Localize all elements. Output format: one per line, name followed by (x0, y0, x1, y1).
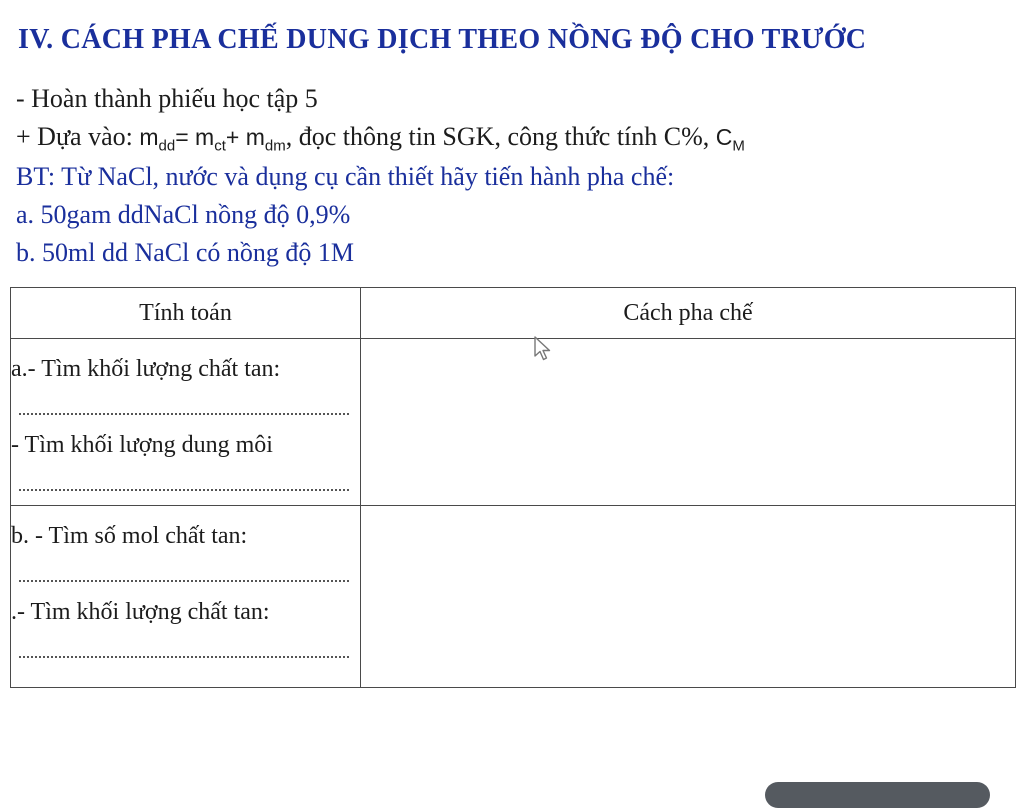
exercise-part-b: b. 50ml dd NaCl có nồng độ 1M (16, 238, 354, 267)
header-calculation: Tính toán (11, 288, 361, 339)
calc-cell-b (11, 506, 361, 688)
calc-entry-b2: .- Tìm khối lượng chất tan: (11, 599, 270, 625)
table-row-a (11, 339, 1016, 506)
calc-cell-a (11, 339, 361, 506)
formula-equals: = (175, 124, 196, 150)
preparation-cell-b[interactable] (361, 506, 1016, 688)
calc-entry-b1: b. - Tìm số mol chất tan: (11, 523, 248, 549)
mouse-pointer-icon (533, 335, 555, 363)
exercise-part-a: a. 50gam ddNaCl nồng độ 0,9% (16, 200, 351, 229)
table-row-b (11, 506, 1016, 688)
calc-entry-a1: a.- Tìm khối lượng chất tan: (11, 356, 281, 382)
exercise-line: BT: Từ NaCl, nước và dụng cụ cần thiết hãy tiến hành pha chế: (16, 162, 675, 191)
header-preparation: Cách pha chế (361, 288, 1016, 339)
formula-m-ct: $m_{ct}$ (195, 124, 226, 155)
scroll-indicator[interactable] (765, 782, 990, 808)
calc-entry-a2: - Tìm khối lượng dung môi (11, 432, 273, 458)
line2-middle: đọc thông tin SGK, công thức tính C%, (292, 122, 716, 151)
line2-prefix: + Dựa vào: (16, 122, 140, 151)
fill-in-dots (19, 636, 349, 658)
formula-m-dm: $m_{dm}$ (245, 124, 286, 155)
fill-in-dots (19, 560, 349, 582)
formula-c-m: $C_M$ (715, 124, 745, 155)
formula-plus: + (225, 124, 246, 150)
fill-in-dots (19, 393, 349, 415)
section-heading: IV. CÁCH PHA CHẾ DUNG DỊCH THEO NỒNG ĐỘ CHO TRƯỚC (18, 24, 867, 55)
instruction-line-1: - Hoàn thành phiếu học tập 5 (16, 84, 318, 113)
preparation-cell-a[interactable] (361, 339, 1016, 506)
table-header-row (11, 288, 1016, 339)
instruction-line-2 (16, 122, 745, 155)
worksheet-table (10, 287, 1016, 688)
formula-comma: , (285, 122, 293, 151)
formula-m-dd: $m_{dd}$ (139, 124, 176, 155)
fill-in-dots (19, 469, 349, 491)
